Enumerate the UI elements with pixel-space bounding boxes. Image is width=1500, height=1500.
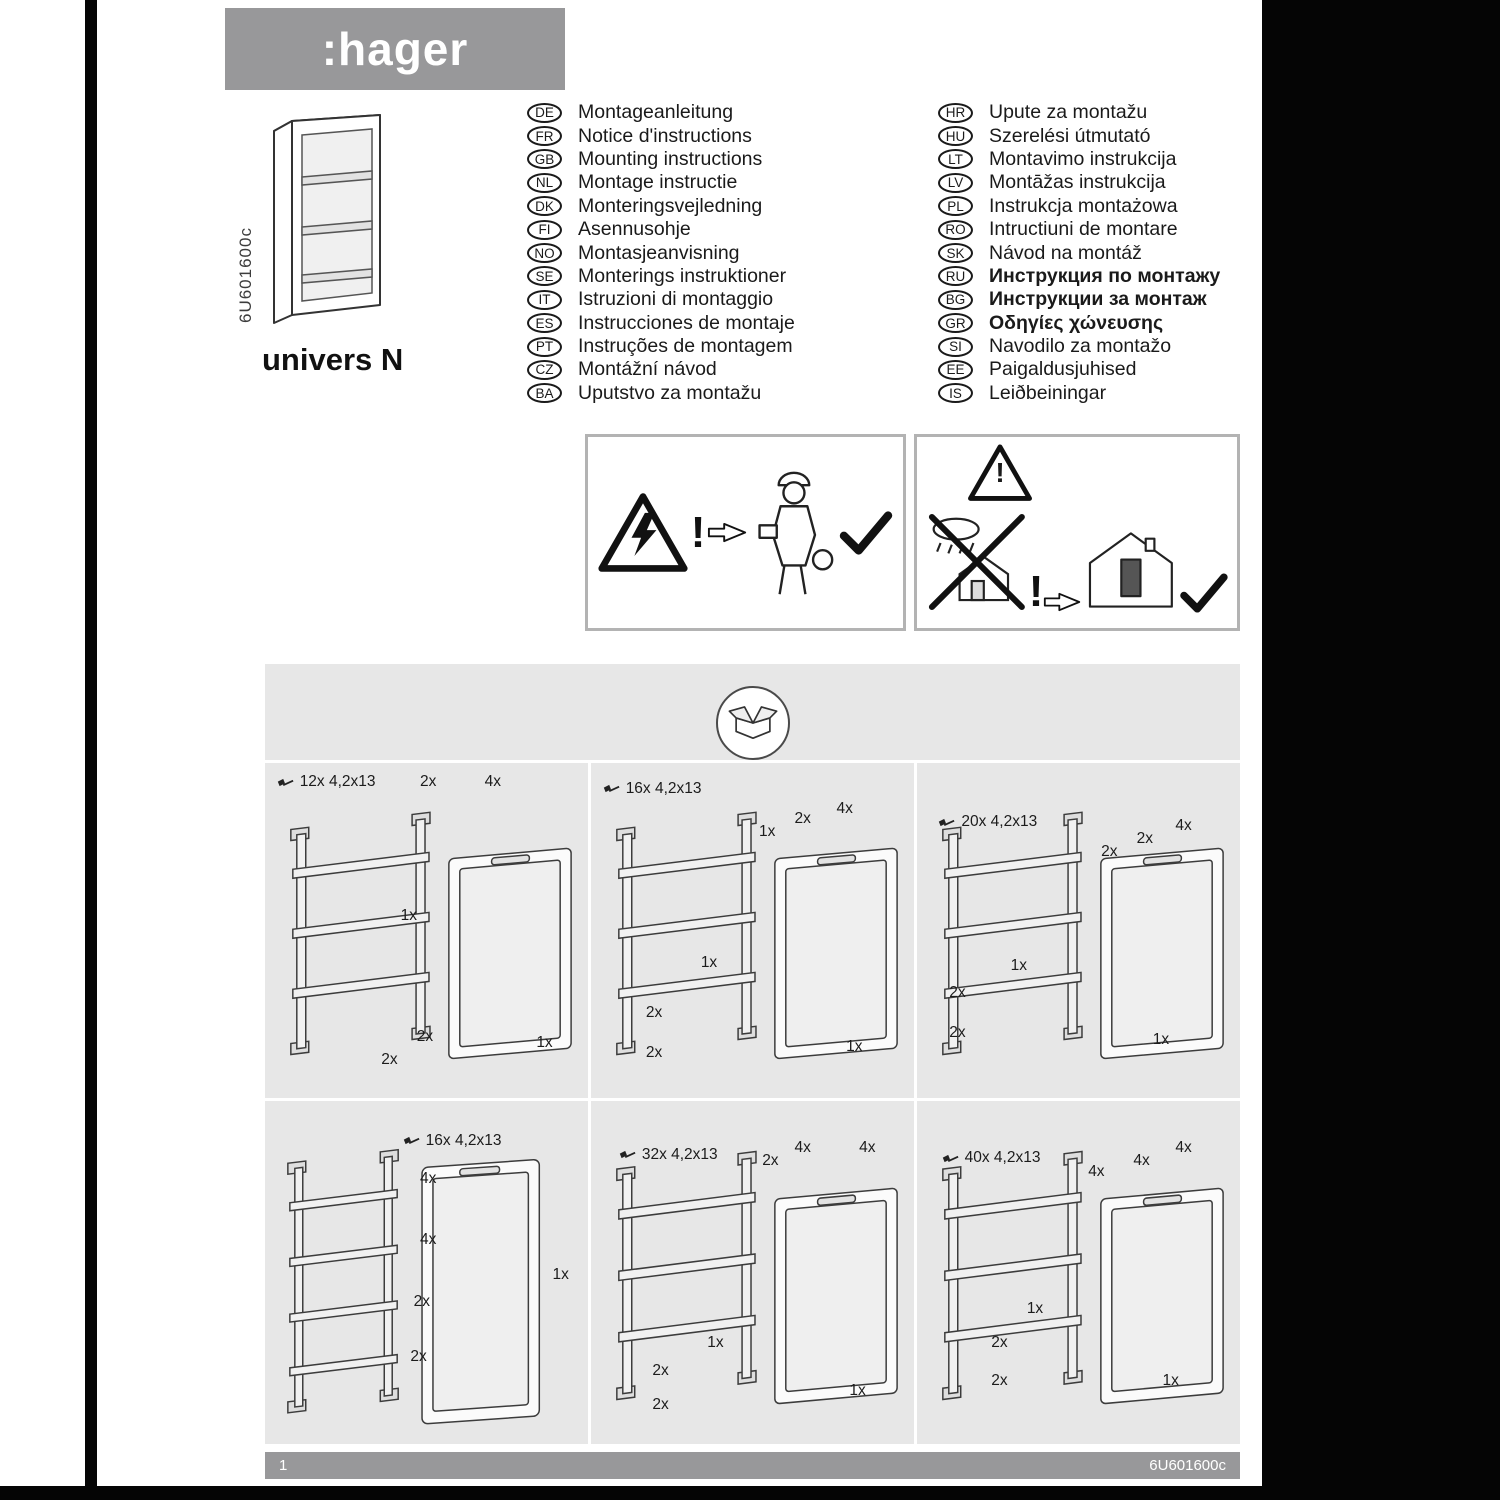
hager-logo: :hager <box>321 23 469 75</box>
language-row-ru <box>938 265 1220 288</box>
language-instruction-label: Instrucciones de montaje <box>578 311 795 334</box>
screw-icon <box>617 1150 637 1159</box>
language-list-column-2 <box>938 101 1220 405</box>
language-instruction-label: Notice d'instructions <box>578 124 752 147</box>
quantity-label: 4x <box>1175 1138 1192 1156</box>
language-code-badge: DE <box>527 103 562 123</box>
screw-icon <box>601 784 621 793</box>
language-instruction-label: Leiðbeiningar <box>989 381 1107 404</box>
cabinet-illustration <box>258 106 408 338</box>
quantity-label: 2x <box>645 1044 663 1062</box>
language-row-fi <box>527 218 795 241</box>
quantity-label: 2x <box>645 1004 663 1022</box>
language-row-bg <box>938 288 1220 311</box>
screw-quantity-label <box>617 1146 718 1164</box>
language-row-dk <box>527 195 795 218</box>
footer-bar <box>265 1452 1240 1479</box>
parts-cell-3 <box>917 763 1240 1098</box>
language-row-nl <box>527 171 795 194</box>
parts-cell-6 <box>917 1101 1240 1444</box>
warning-box-indoor-use <box>914 434 1240 631</box>
language-instruction-label: Paigaldusjuhised <box>989 358 1137 381</box>
parts-cell-5 <box>591 1101 914 1444</box>
screw-icon <box>275 778 295 787</box>
language-code-badge: RU <box>938 266 973 286</box>
language-code-badge: NO <box>527 243 562 263</box>
language-code-badge: RO <box>938 220 973 240</box>
language-instruction-label: Οδηγίες χώνευσης <box>989 311 1164 334</box>
triangle-exclamation-mark: ! <box>995 457 1005 488</box>
language-instruction-label: Montāžas instrukcija <box>989 171 1166 194</box>
language-code-badge: FI <box>527 220 562 240</box>
quantity-label: 2x <box>1101 843 1118 861</box>
screw-quantity-label <box>601 780 702 798</box>
language-code-badge: HU <box>938 126 973 146</box>
quantity-label: 4x <box>1133 1152 1150 1170</box>
electric-hazard-triangle-icon <box>597 491 689 575</box>
language-code-badge: BG <box>938 290 973 310</box>
quantity-label: 2x <box>410 1347 427 1365</box>
quantity-label: 4x <box>836 799 853 817</box>
packing-contents-panel <box>265 664 1240 1444</box>
screw-quantity-label <box>936 813 1037 831</box>
quantity-label: 1x <box>536 1034 553 1052</box>
scan-border-left <box>85 0 97 1500</box>
quantity-label: 1x <box>849 1382 866 1400</box>
language-row-ee <box>938 358 1220 381</box>
language-instruction-label: Asennusohje <box>578 218 691 241</box>
quantity-label: 1x <box>707 1334 724 1352</box>
language-row-fr <box>527 124 795 147</box>
parts-cell-1 <box>265 763 588 1098</box>
quantity-label: 4x <box>859 1138 876 1156</box>
quantity-label: 1x <box>552 1265 569 1283</box>
quantity-label: 1x <box>758 823 776 841</box>
language-row-lt <box>938 148 1220 171</box>
language-code-badge: CZ <box>527 360 562 380</box>
quantity-label: 1x <box>1152 1031 1170 1048</box>
quantity-label: 2x <box>991 1371 1008 1389</box>
parts-cell-4 <box>265 1101 588 1444</box>
document-code-vertical: 6U601600c <box>236 227 255 323</box>
footer-doc-code: 6U601600c <box>1149 1457 1226 1474</box>
language-row-es <box>527 312 795 335</box>
language-row-pt <box>527 335 795 358</box>
language-code-badge: IS <box>938 383 973 403</box>
language-code-badge: LV <box>938 173 973 193</box>
quantity-label: 2x <box>991 1334 1008 1352</box>
language-instruction-label: Szerelési útmutató <box>989 124 1151 147</box>
language-row-sk <box>938 241 1220 264</box>
language-instruction-label: Montage instructie <box>578 171 738 194</box>
language-instruction-label: Navodilo za montažo <box>989 335 1172 358</box>
quantity-label: 4x <box>1088 1162 1105 1180</box>
language-instruction-label: Инструкция по монтажу <box>989 264 1221 287</box>
quantity-label: 4x <box>420 1169 437 1187</box>
language-instruction-label: Montavimo instrukcija <box>989 147 1177 170</box>
language-code-badge: SE <box>527 266 562 286</box>
language-instruction-label: Montasjeanvisning <box>578 241 740 264</box>
quantity-label: 2x <box>416 1027 434 1045</box>
language-instruction-label: Upute za montažu <box>989 101 1148 124</box>
language-code-badge: SK <box>938 243 973 263</box>
language-code-badge: FR <box>527 126 562 146</box>
quantity-label: 1x <box>846 1037 863 1055</box>
header-banner <box>225 8 565 90</box>
quantity-label: 4x <box>1175 816 1192 834</box>
language-instruction-label: Istruzioni di montaggio <box>578 288 774 311</box>
parts-grid <box>265 760 1240 1444</box>
quantity-label: 1x <box>1010 957 1028 975</box>
language-code-badge: NL <box>527 173 562 193</box>
warning-triangle-icon <box>967 443 1033 503</box>
screw-count-text: 20x 4,2x13 <box>961 813 1038 831</box>
language-code-badge: ES <box>527 313 562 333</box>
language-row-hu <box>938 124 1220 147</box>
language-code-badge: PL <box>938 196 973 216</box>
quantity-label: 2x <box>652 1395 669 1413</box>
quantity-label: 2x <box>762 1152 779 1170</box>
checkmark-icon <box>1179 572 1229 614</box>
language-row-se <box>527 265 795 288</box>
language-row-no <box>527 241 795 264</box>
quantity-label: 2x <box>652 1361 669 1379</box>
language-row-is <box>938 382 1220 405</box>
language-row-ba <box>527 382 795 405</box>
language-instruction-label: Návod na montáž <box>989 241 1142 264</box>
screw-count-text: 16x 4,2x13 <box>625 779 702 797</box>
quantity-label: 2x <box>381 1051 398 1069</box>
language-instruction-label: Monteringsvejledning <box>578 194 763 217</box>
quantity-label: 2x <box>949 984 966 1002</box>
screw-icon <box>940 1154 960 1163</box>
language-code-badge: DK <box>527 196 562 216</box>
language-code-badge: GB <box>527 149 562 169</box>
language-row-pl <box>938 195 1220 218</box>
warning-box-electrician <box>585 434 906 631</box>
quantity-label: 4x <box>484 773 501 791</box>
language-row-gb <box>527 148 795 171</box>
screw-count-text: 40x 4,2x13 <box>964 1149 1041 1167</box>
quantity-label: 1x <box>1162 1371 1179 1389</box>
electrician-figure-icon <box>750 466 836 600</box>
language-list-column-1 <box>527 101 795 405</box>
screw-count-text: 16x 4,2x13 <box>425 1131 502 1149</box>
exclamation-mark: ! <box>690 507 706 557</box>
language-code-badge: GR <box>938 313 973 333</box>
language-instruction-label: Montážní návod <box>578 358 717 381</box>
scan-border-bottom <box>0 1486 1500 1500</box>
quantity-label: 2x <box>1136 830 1153 847</box>
screw-quantity-label <box>275 773 376 791</box>
language-instruction-label: Monterings instruktioner <box>578 264 787 287</box>
quantity-label: 2x <box>420 773 437 791</box>
language-row-ro <box>938 218 1220 241</box>
parts-cell-2 <box>591 763 914 1098</box>
exploded-frame-drawing <box>265 1101 588 1444</box>
quantity-label: 4x <box>420 1231 437 1249</box>
screw-icon <box>401 1136 421 1145</box>
exclamation-mark: ! <box>1028 567 1044 616</box>
quantity-label: 1x <box>700 953 718 971</box>
pointing-hand-icon <box>1043 590 1083 614</box>
quantity-label: 2x <box>413 1293 430 1311</box>
screw-quantity-label <box>940 1149 1041 1167</box>
language-code-badge: SI <box>938 337 973 357</box>
language-code-badge: HR <box>938 103 973 123</box>
language-code-badge: IT <box>527 290 562 310</box>
quantity-label: 2x <box>949 1024 966 1042</box>
open-box-icon <box>716 686 790 760</box>
language-row-gr <box>938 312 1220 335</box>
screw-icon <box>936 818 956 827</box>
indoor-house-icon <box>1083 526 1179 614</box>
outdoor-house-crossed-icon <box>925 510 1029 614</box>
checkmark-icon <box>838 510 894 556</box>
quantity-label: 2x <box>794 809 811 827</box>
language-row-cz <box>527 358 795 381</box>
pointing-hand-icon <box>707 520 749 545</box>
language-code-badge: BA <box>527 383 562 403</box>
quantity-label: 4x <box>794 1138 811 1156</box>
language-instruction-label: Instrukcja montażowa <box>989 194 1178 217</box>
language-instruction-label: Инструкции за монтаж <box>989 288 1207 311</box>
screw-count-text: 12x 4,2x13 <box>299 773 376 791</box>
screw-count-text: 32x 4,2x13 <box>641 1145 718 1163</box>
language-row-si <box>938 335 1220 358</box>
page-number: 1 <box>279 1457 288 1474</box>
exploded-frame-drawing <box>591 763 914 1098</box>
scan-border-right <box>1262 0 1500 1500</box>
language-code-badge: LT <box>938 149 973 169</box>
language-instruction-label: Montageanleitung <box>578 101 734 124</box>
screw-quantity-label <box>401 1132 502 1150</box>
language-instruction-label: Intructiuni de montare <box>989 218 1178 241</box>
language-instruction-label: Uputstvo za montažu <box>578 381 762 404</box>
product-title: univers N <box>262 342 404 377</box>
language-instruction-label: Instruções de montagem <box>578 335 793 358</box>
language-code-badge: EE <box>938 360 973 380</box>
language-instruction-label: Mounting instructions <box>578 147 763 170</box>
language-row-lv <box>938 171 1220 194</box>
language-row-hr <box>938 101 1220 124</box>
language-code-badge: PT <box>527 337 562 357</box>
quantity-label: 1x <box>1026 1299 1044 1317</box>
language-row-de <box>527 101 795 124</box>
language-row-it <box>527 288 795 311</box>
quantity-label: 1x <box>400 907 418 925</box>
